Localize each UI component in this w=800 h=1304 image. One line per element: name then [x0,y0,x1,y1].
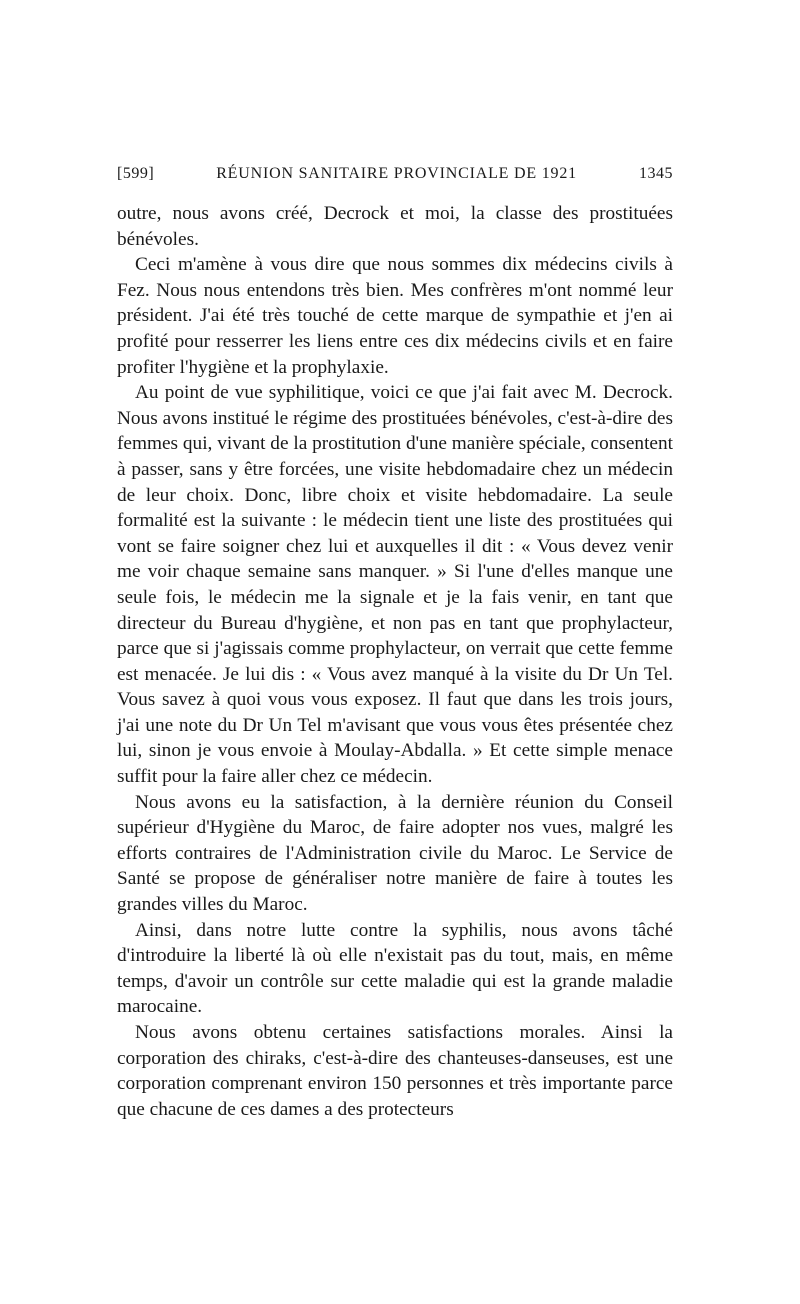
header-left-marker: [599] [117,165,155,182]
paragraph-4: Nous avons eu la satisfaction, à la dernière réunion du Conseil supérieur d'Hygiène du Maroc, de faire adopter nos vues, malgré les efforts contraires de l'Administration civile du Maroc. Le Service de Santé se propose de généraliser notre manière de faire à toutes les grandes villes du Maroc. [117,791,673,916]
paragraph-6: Nous avons obtenu certaines satisfactions morales. Ainsi la corporation des chiraks, c'est-à-dire des chanteuses-danseuses, est une corporation comprenant environ 150 personnes et très importante parce que chacune de ces dames a des protecteurs [117,1022,673,1120]
paragraph-2: Ceci m'amène à vous dire que nous sommes dix médecins civils à Fez. Nous nous entendons très bien. Mes confrères m'ont nommé leur président. J'ai été très touché de cette marque de sympathie et j'en ai profité pour resserrer les liens entre ces dix médecins civils et en faire profiter l'hygiène et la prophylaxie. [117,254,673,378]
document-page [117,165,673,1122]
page-number: 1345 [639,165,673,182]
paragraph-5: Ainsi, dans notre lutte contre la syphilis, nous avons tâché d'introduire la liberté là où elle n'existait pas du tout, mais, en même temps, d'avoir un contrôle sur cette maladie qui est la grande maladie marocaine. [117,919,673,1018]
running-header [117,165,673,191]
header-title: RÉUNION SANITAIRE PROVINCIALE DE 1921 [216,165,577,182]
body-text [117,201,673,1122]
paragraph-3: Au point de vue syphilitique, voici ce que j'ai fait avec M. Decrock. Nous avons institué le régime des prostituées bénévoles, c'est-à-dire des femmes qui, vivant de la prostitution d'une manière spéciale, consentent à passer, sans y être forcées, une visite hebdomadaire chez un médecin de leur choix. Donc, libre choix et visite hebdomadaire. La seule formalité est la suivante : le médecin tient une liste des prostituées qui vont se faire soigner chez lui et auxquelles il dit : « Vous devez venir me voir chaque semaine sans manquer. » Si l'une d'elles manque une seule fois, le médecin me la signale et je la fais venir, en tant que directeur du Bureau d'hygiène, et non pas en tant que prophylacteur, parce que si j'agissais comme prophylacteur, on verrait que cette femme est menacée. Je lui dis : « Vous avez manqué à la visite du Dr Un Tel. Vous savez à quoi vous vous exposez. Il faut que dans les trois jours, j'ai une note du Dr Un Tel m'avisant que vous vous êtes présentée chez lui, sinon je vous envoie à Moulay-Abdalla. » Et cette simple menace suffit pour la faire aller chez ce médecin. [117,382,673,788]
paragraph-1: outre, nous avons créé, Decrock et moi, la classe des prostituées bénévoles. [117,203,673,250]
